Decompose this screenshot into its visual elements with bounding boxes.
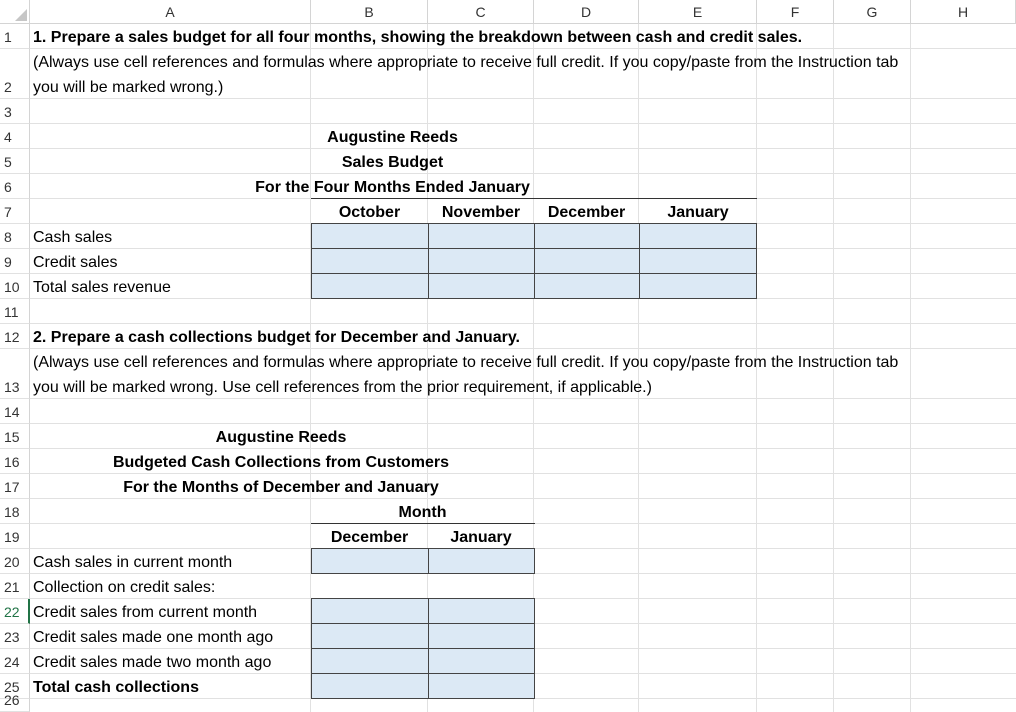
row-header-22[interactable]: 22 — [0, 599, 30, 624]
req1-period: For the Four Months Ended January — [255, 179, 530, 196]
row-header-23[interactable]: 23 — [0, 624, 30, 649]
row-header-6[interactable]: 6 — [0, 174, 30, 199]
req2-credit-one-month-december-cell[interactable] — [311, 623, 429, 649]
req2-label-total-collections: Total cash collections — [33, 679, 199, 696]
req1-cash-sales-november-cell[interactable] — [428, 223, 535, 249]
req2-report-title: Budgeted Cash Collections from Customers — [112, 454, 450, 471]
req2-label-credit-two-month: Credit sales made two month ago — [33, 654, 272, 671]
row-header-15[interactable]: 15 — [0, 424, 30, 449]
row-header-1[interactable]: 1 — [0, 24, 30, 49]
row-header-4[interactable]: 4 — [0, 124, 30, 149]
req1-total-sales-november-cell[interactable] — [428, 273, 535, 299]
req2-note-line2: you will be marked wrong. Use cell references from the prior requirement, if applicable.) — [33, 379, 652, 396]
req1-credit-sales-january-cell[interactable] — [639, 248, 757, 274]
row-gridline — [30, 423, 1016, 424]
row-header-11[interactable]: 11 — [0, 299, 30, 324]
req1-month-december: December — [547, 204, 626, 221]
req2-credit-one-month-january-cell[interactable] — [428, 623, 535, 649]
column-header-d[interactable]: D — [534, 0, 639, 24]
row-header-24[interactable]: 24 — [0, 649, 30, 674]
req2-cash-sales-december-cell[interactable] — [311, 548, 429, 574]
req2-period: For the Months of December and January — [123, 479, 439, 496]
req1-cash-sales-january-cell[interactable] — [639, 223, 757, 249]
select-all-corner[interactable] — [0, 0, 30, 24]
req1-label-credit-sales: Credit sales — [33, 254, 118, 271]
req2-credit-two-month-december-cell[interactable] — [311, 648, 429, 674]
row-header-25[interactable]: 25 — [0, 674, 30, 699]
column-gridline — [910, 24, 911, 712]
row-header-9[interactable]: 9 — [0, 249, 30, 274]
column-header-c[interactable]: C — [428, 0, 534, 24]
req1-header-top-rule — [311, 198, 757, 199]
select-all-triangle-icon — [15, 9, 27, 21]
row-header-3[interactable]: 3 — [0, 99, 30, 124]
row-gridline — [30, 123, 1016, 124]
column-header-h[interactable]: H — [911, 0, 1016, 24]
req1-month-october: October — [338, 204, 401, 221]
req2-total-collections-january-cell[interactable] — [428, 673, 535, 699]
column-header-g[interactable]: G — [834, 0, 911, 24]
row-header-13[interactable]: 13 — [0, 349, 30, 399]
req2-header-rule — [311, 523, 535, 524]
column-header-a[interactable]: A — [30, 0, 311, 24]
req2-cash-sales-january-cell[interactable] — [428, 548, 535, 574]
row-header-17[interactable]: 17 — [0, 474, 30, 499]
req2-label-cash-sales-current: Cash sales in current month — [33, 554, 233, 571]
row-header-8[interactable]: 8 — [0, 224, 30, 249]
req2-credit-current-december-cell[interactable] — [311, 598, 429, 624]
req1-title: 1. Prepare a sales budget for all four months, showing the breakdown between cash and credit sales. — [33, 29, 803, 46]
req2-credit-current-january-cell[interactable] — [428, 598, 535, 624]
row-header-12[interactable]: 12 — [0, 324, 30, 349]
row-header-19[interactable]: 19 — [0, 524, 30, 549]
req2-title: 2. Prepare a cash collections budget for December and January. — [33, 329, 520, 346]
req1-credit-sales-november-cell[interactable] — [428, 248, 535, 274]
req1-cash-sales-october-cell[interactable] — [311, 223, 429, 249]
req2-label-credit-current: Credit sales from current month — [33, 604, 258, 621]
req1-total-sales-december-cell[interactable] — [534, 273, 640, 299]
req2-total-collections-december-cell[interactable] — [311, 673, 429, 699]
column-header-f[interactable]: F — [757, 0, 834, 24]
req2-month-december: December — [330, 529, 409, 546]
req1-report-title: Sales Budget — [341, 154, 444, 171]
row-header-10[interactable]: 10 — [0, 274, 30, 299]
row-header-21[interactable]: 21 — [0, 574, 30, 599]
row-gridline — [30, 448, 1016, 449]
req1-month-november: November — [441, 204, 521, 221]
req2-month-january: January — [450, 529, 512, 546]
req1-total-sales-october-cell[interactable] — [311, 273, 429, 299]
row-header-16[interactable]: 16 — [0, 449, 30, 474]
req2-label-credit-one-month: Credit sales made one month ago — [33, 629, 274, 646]
req1-note-line1: (Always use cell references and formulas where appropriate to receive full credit. If you copy/paste from the Instruction tab — [33, 54, 899, 71]
column-header-b[interactable]: B — [311, 0, 428, 24]
req1-cash-sales-december-cell[interactable] — [534, 223, 640, 249]
row-gridline — [30, 173, 1016, 174]
req2-note-line1: (Always use cell references and formulas where appropriate to receive full credit. If you copy/paste from the Instruction tab — [33, 354, 899, 371]
row-header-18[interactable]: 18 — [0, 499, 30, 524]
row-gridline — [30, 148, 1016, 149]
row-header-2[interactable]: 2 — [0, 49, 30, 99]
req1-label-total-sales: Total sales revenue — [33, 279, 171, 296]
req2-credit-two-month-january-cell[interactable] — [428, 648, 535, 674]
row-header-7[interactable]: 7 — [0, 199, 30, 224]
req1-company: Augustine Reeds — [327, 129, 458, 146]
row-header-26[interactable]: 26 — [0, 699, 30, 712]
req1-month-january: January — [667, 204, 729, 221]
row-gridline — [30, 323, 1016, 324]
row-header-14[interactable]: 14 — [0, 399, 30, 424]
req2-label-collection-credit: Collection on credit sales: — [33, 579, 216, 596]
row-header-20[interactable]: 20 — [0, 549, 30, 574]
req1-credit-sales-december-cell[interactable] — [534, 248, 640, 274]
req1-credit-sales-october-cell[interactable] — [311, 248, 429, 274]
column-header-e[interactable]: E — [639, 0, 757, 24]
req1-note-line2: you will be marked wrong.) — [33, 79, 224, 96]
req1-label-cash-sales: Cash sales — [33, 229, 113, 246]
req2-month-header: Month — [398, 504, 447, 521]
req2-company: Augustine Reeds — [215, 429, 347, 446]
row-header-5[interactable]: 5 — [0, 149, 30, 174]
req1-total-sales-january-cell[interactable] — [639, 273, 757, 299]
